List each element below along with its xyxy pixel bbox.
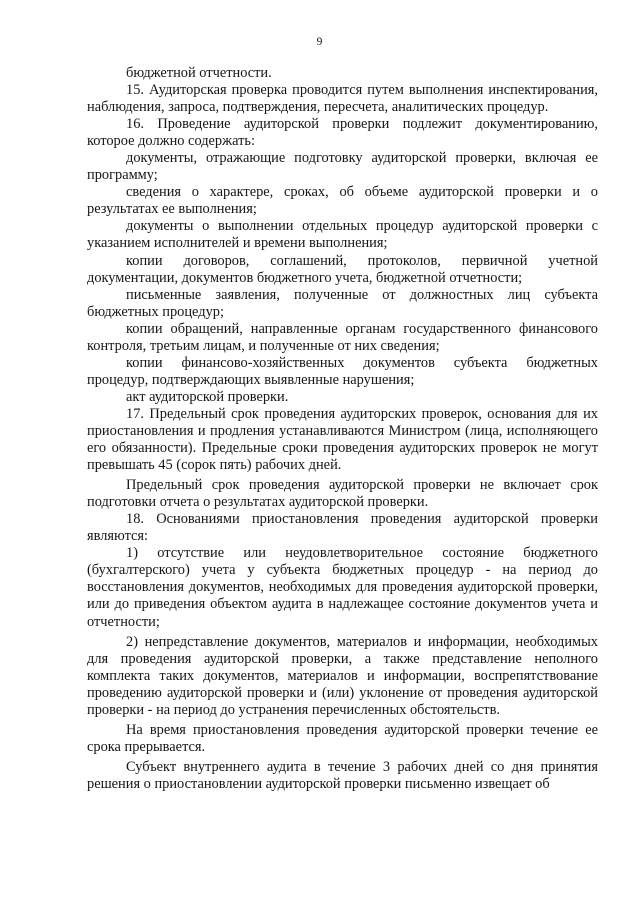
paragraph: 17. Предельный срок проведения аудиторских проверок, основания для их приостановления и продления устанавливаются Министром (лица, исполняющего его обязанности). Предельные сроки проведения аудиторских проверок не могут превышать 45 (сорок пять) рабочих дней. — [87, 405, 598, 474]
paragraph: акт аудиторской проверки. — [126, 388, 289, 405]
document-body — [87, 65, 598, 793]
paragraph: 2) непредставление документов, материалов и информации, необходимых для проведения аудиторской проверки, а также представление неполного комплекта таких документов, материалов и информации, воспрепятствование проведению аудиторской проверки и (или) уклонение от проведения аудиторской проверки - на период до устранения перечисленных обстоятельств. — [87, 633, 598, 718]
paragraph: 16. Проведение аудиторской проверки подлежит документированию, которое должно содержать: — [87, 116, 598, 150]
paragraph: документы, отражающие подготовку аудиторской проверки, включая ее программу; — [87, 150, 598, 184]
paragraph: сведения о характере, сроках, об объеме аудиторской проверки и о результатах ее выполнения; — [87, 184, 598, 218]
paragraph: 15. Аудиторская проверка проводится путем выполнения инспектирования, наблюдения, запроса, подтверждения, пересчета, аналитических процедур. — [87, 82, 598, 116]
paragraph: копии обращений, направленные органам государственного финансового контроля, третьим лицам, и полученные от них сведения; — [87, 320, 598, 354]
paragraph: копии договоров, соглашений, протоколов, первичной учетной документации, документов бюджетного учета, бюджетной отчетности; — [87, 252, 598, 286]
paragraph: 18. Основаниями приостановления проведения аудиторской проверки являются: — [87, 511, 598, 545]
paragraph: Предельный срок проведения аудиторской проверки не включает срок подготовки отчета о результатах аудиторской проверки. — [87, 477, 598, 511]
paragraph: 1) отсутствие или неудовлетворительное состояние бюджетного (бухгалтерского) учета у субъекта бюджетных процедур - на период до восстановления документов, необходимых для проведения аудиторской проверки, или до приведения объектом аудита в надлежащее состояние документов учета и отчетности; — [87, 545, 598, 630]
paragraph: документы о выполнении отдельных процедур аудиторской проверки с указанием исполнителей и времени выполнения; — [87, 218, 598, 252]
paragraph: Субъект внутреннего аудита в течение 3 рабочих дней со дня принятия решения о приостановлении аудиторской проверки письменно извещает об — [87, 758, 598, 792]
paragraph: На время приостановления проведения аудиторской проверки течение ее срока прерывается. — [87, 721, 598, 755]
paragraph: письменные заявления, полученные от должностных лиц субъекта бюджетных процедур; — [87, 286, 598, 320]
paragraph: бюджетной отчетности. — [126, 65, 272, 81]
paragraph: копии финансово-хозяйственных документов субъекта бюджетных процедур, подтверждающих выявленные нарушения; — [87, 354, 598, 388]
page-number: 9 — [316, 36, 323, 48]
